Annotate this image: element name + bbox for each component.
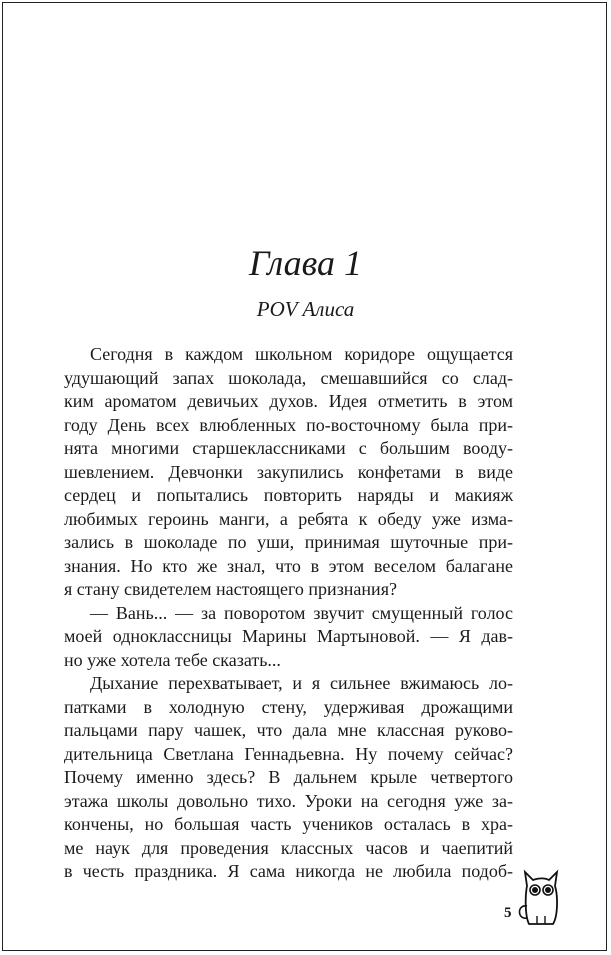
text-line: нята многими старшеклассниками с большим вооду- <box>64 438 513 458</box>
text-line: Дыхание перехватывает, и я сильнее вжимаюсь ло- <box>90 673 513 693</box>
text-line: году День всех влюбленных по-восточному была при- <box>64 414 513 435</box>
text-line: — Вань... — за поворотом звучит смущенный голос <box>90 602 513 623</box>
text-line: ме наук для проведения классных часов и чаепитий <box>64 837 513 858</box>
text-line: я стану свидетелем настоящего признания? <box>64 579 397 599</box>
text-line: Почему именно здесь? В дальнем крыле четвертого <box>64 767 513 787</box>
text-line: Сегодня в каждом школьном коридоре ощущается <box>90 344 513 364</box>
text-line: удушающий запах шоколада, смешавшийся со слад- <box>64 367 513 388</box>
cat-icon <box>515 866 563 928</box>
chapter-subtitle: POV Алиса <box>256 297 355 321</box>
text-line: патками в холодную стену, удерживая дрожащими <box>64 696 513 717</box>
text-line: шевлением. Девчонки закупились конфетами в виде <box>64 461 513 482</box>
chapter-title: Глава 1 <box>248 243 363 283</box>
text-line: в честь праздника. Я сама никогда не любила подоб- <box>64 861 513 881</box>
text-line: ким ароматом девичьих духов. Идея отметить в этом <box>64 391 513 411</box>
text-line: кончены, но большая часть учеников осталась в хра- <box>64 814 513 834</box>
text-line: пальцами пару чашек, что дала мне классная руково- <box>64 720 513 740</box>
text-line: но уже хотела тебе сказать... <box>64 649 281 670</box>
body-text <box>64 343 513 884</box>
text-line: моей одноклассницы Марины Мартыновой. — Я дав- <box>64 626 513 646</box>
text-line: сердец и попытались повторить наряды и макияж <box>64 485 513 505</box>
text-line: зались в шоколаде по уши, принимая шуточные при- <box>64 532 513 552</box>
text-line: знания. Но кто же знал, что в этом веселом балагане <box>64 555 513 576</box>
page-number: 5 <box>504 905 512 921</box>
text-line: этажа школы довольно тихо. Уроки на сегодня уже за- <box>64 790 513 811</box>
text-line: любимых героинь манги, а ребята к обеду уже изма- <box>64 508 513 529</box>
text-line: дительница Светлана Геннадьевна. Ну почему сейчас? <box>64 743 513 764</box>
